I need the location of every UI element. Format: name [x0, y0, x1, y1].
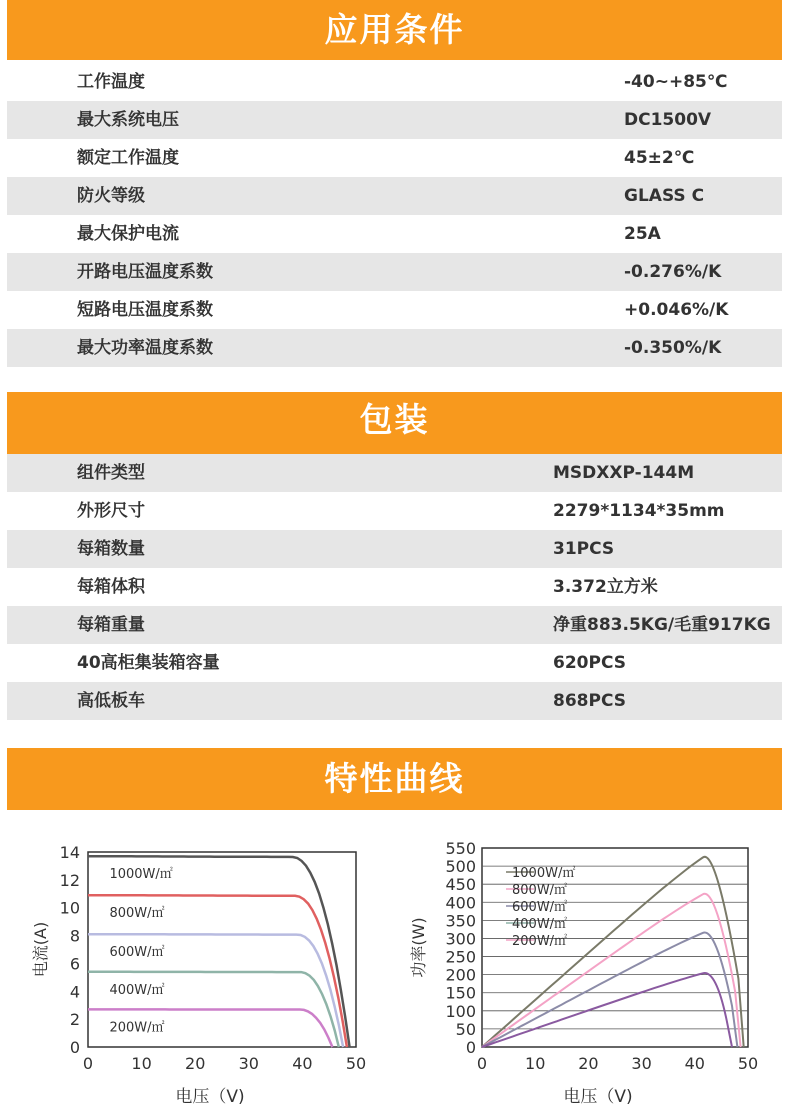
y-tick-label: 250: [445, 947, 476, 967]
x-tick-label: 50: [737, 1054, 759, 1073]
legend-label: 200W/㎡: [512, 934, 568, 949]
x-tick-label: 40: [292, 1054, 313, 1073]
row-value: -0.276%/K: [624, 262, 722, 282]
x-tick-label: 20: [578, 1054, 599, 1073]
x-tick-label: 30: [631, 1054, 652, 1073]
table-row: [7, 291, 782, 329]
iv-curve-chart: [0, 832, 395, 1119]
row-label: 每箱数量: [77, 539, 145, 559]
x-tick-label: 0: [82, 1054, 94, 1073]
row-label: 40高柜集装箱容量: [77, 653, 220, 673]
row-label: 每箱重量: [77, 615, 145, 635]
row-value: DC1500V: [624, 110, 712, 130]
row-value: 620PCS: [553, 653, 626, 673]
x-tick-label: 10: [525, 1054, 546, 1073]
y-axis-label: 电流(A): [31, 921, 50, 978]
y-tick-label: 550: [445, 839, 476, 858]
y-tick-label: 8: [69, 926, 80, 946]
table-row: [7, 329, 782, 367]
row-label: 工作温度: [77, 72, 145, 92]
x-axis-label: 电压（V): [175, 1087, 245, 1107]
table-row: [7, 101, 782, 139]
row-label: 最大保护电流: [77, 224, 179, 244]
row-value: +0.046%/K: [624, 300, 729, 320]
table-row: [7, 606, 782, 644]
legend-label: 600W/㎡: [512, 900, 568, 915]
row-label: 短路电压温度系数: [77, 300, 213, 320]
y-tick-label: 450: [445, 875, 476, 895]
y-tick-label: 6: [69, 954, 80, 974]
y-tick-label: 10: [59, 898, 80, 918]
curve-label: 200W/㎡: [109, 1020, 165, 1036]
row-value: 868PCS: [553, 691, 626, 711]
row-value: 净重883.5KG/毛重917KG: [553, 615, 771, 635]
packaging-table: [7, 454, 782, 720]
table-row: [7, 644, 782, 682]
row-label: 外形尺寸: [77, 501, 145, 521]
curve-label: 1000W/㎡: [109, 867, 173, 883]
x-tick-label: 40: [684, 1054, 705, 1073]
table-row: [7, 682, 782, 720]
y-tick-label: 12: [59, 870, 80, 890]
table-row: [7, 568, 782, 606]
y-tick-label: 0: [69, 1038, 80, 1057]
table-row: [7, 454, 782, 492]
x-tick-label: 10: [131, 1054, 152, 1073]
y-axis-label: 功率(W): [409, 917, 428, 978]
legend-label: 800W/㎡: [512, 883, 568, 898]
row-value: 3.372立方米: [553, 577, 658, 597]
table-row: [7, 139, 782, 177]
y-tick-label: 300: [445, 929, 476, 949]
y-tick-label: 150: [445, 983, 476, 1003]
table-row: [7, 492, 782, 530]
row-value: 31PCS: [553, 539, 615, 559]
row-label: 开路电压温度系数: [77, 262, 213, 282]
y-tick-label: 100: [445, 1001, 476, 1021]
row-label: 最大系统电压: [77, 110, 179, 130]
row-value: MSDXXP-144M: [553, 463, 695, 483]
table-row: [7, 63, 782, 101]
table-row: [7, 215, 782, 253]
x-tick-label: 20: [185, 1054, 206, 1073]
row-label: 防火等级: [77, 186, 145, 206]
curve-label: 800W/㎡: [109, 906, 165, 922]
x-tick-label: 0: [476, 1054, 488, 1073]
x-axis-label: 电压（V): [563, 1087, 633, 1107]
conditions-table: [7, 63, 782, 367]
row-label: 每箱体积: [77, 577, 145, 597]
section-title-packaging: 包装: [7, 392, 782, 454]
table-row: [7, 177, 782, 215]
row-label: 最大功率温度系数: [77, 338, 213, 358]
row-label: 组件类型: [77, 463, 145, 483]
row-value: 45±2℃: [624, 148, 695, 168]
row-value: -0.350%/K: [624, 338, 722, 358]
y-tick-label: 14: [59, 843, 80, 862]
row-value: -40~+85℃: [624, 72, 728, 92]
row-label: 额定工作温度: [77, 148, 179, 168]
table-row: [7, 253, 782, 291]
curve-label: 600W/㎡: [109, 945, 165, 961]
legend-label: 1000W/㎡: [512, 866, 576, 881]
y-tick-label: 50: [455, 1019, 476, 1039]
row-value: 25A: [624, 224, 661, 244]
y-tick-label: 4: [69, 982, 80, 1002]
pv-curve-chart: [395, 832, 790, 1119]
row-label: 高低板车: [77, 691, 145, 711]
y-tick-label: 200: [445, 965, 476, 985]
legend-label: 400W/㎡: [512, 917, 568, 932]
table-row: [7, 530, 782, 568]
row-value: 2279*1134*35mm: [553, 501, 725, 521]
x-tick-label: 50: [345, 1054, 367, 1073]
y-tick-label: 2: [69, 1010, 80, 1030]
y-tick-label: 0: [465, 1038, 476, 1057]
y-tick-label: 500: [445, 857, 476, 877]
y-tick-label: 400: [445, 893, 476, 913]
curve-label: 400W/㎡: [109, 982, 165, 998]
section-title-conditions: 应用条件: [7, 0, 782, 60]
x-tick-label: 30: [238, 1054, 259, 1073]
section-title-curves: 特性曲线: [7, 748, 782, 810]
row-value: GLASS C: [624, 186, 705, 206]
y-tick-label: 350: [445, 911, 476, 931]
